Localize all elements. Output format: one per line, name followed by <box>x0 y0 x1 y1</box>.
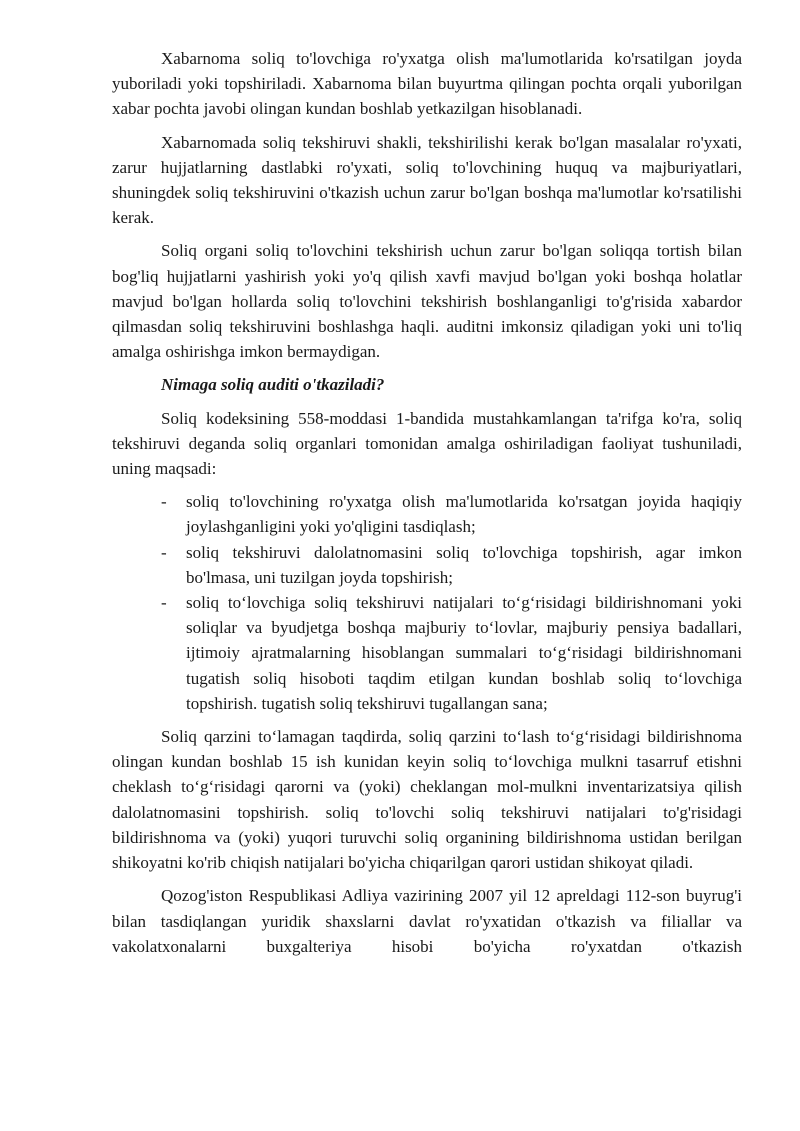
paragraph-notice-delivery: Xabarnoma soliq to'lovchiga ro'yxatga olish ma'lumotlarida ko'rsatilgan joyda yuboriladi yoki topshiriladi. Xabarnoma bilan buyurtma qilingan pochta orqali yuborilgan xabar pochta javobi olingan kundan boshlab yetkazilgan hisoblanadi. <box>112 49 742 119</box>
section-heading: Nimaga soliq auditi o'tkaziladi? <box>161 375 385 395</box>
list-item <box>112 590 742 716</box>
list-dash: - <box>161 542 167 562</box>
list-item-text: soliq to‘lovchiga soliq tekshiruvi natijalari to‘g‘risidagi bildirishnomani yoki soliqlar va byudjetga boshqa majburiy to‘lovlar, majburiy pensiya badallari, ijtimoiy ajratmalarning hisoblangan summalari to‘g‘risidagi bildirishnomani tugatish soliq hisoboti taqdim etilgan kundan boshlab soliq to‘lovchiga topshirish. tugatish soliq tekshiruvi tugallangan sana; <box>186 593 742 713</box>
list-dash: - <box>161 593 167 613</box>
list-item <box>112 489 742 539</box>
list-item-text: soliq tekshiruvi dalolatnomasini soliq to'lovchiga topshirish, agar imkon bo'lmasa, uni tuzilgan joyda topshirish; <box>186 542 742 587</box>
paragraph-notice-contents: Xabarnomada soliq tekshiruvi shakli, tekshirilishi kerak bo'lgan masalalar ro'yxati, zarur hujjatlarning dastlabki ro'yxati, soliq to'lovchining huquq va majburiyatlari, shuningdek soliq tekshiruvini o'tkazish uchun zarur bo'lgan boshqa ma'lumotlar ko'rsatilishi kerak. <box>112 132 742 228</box>
list-item <box>112 540 742 590</box>
list-item-text: soliq to'lovchining ro'yxatga olish ma'lumotlarida ko'rsatgan joyida haqiqiy joylashganligini yoki yo'qligini tasdiqlash; <box>186 492 742 537</box>
purpose-list <box>112 489 742 716</box>
paragraph-audit-definition: Soliq kodeksining 558-moddasi 1-bandida mustahkamlangan ta'rifga ko'ra, soliq tekshiruvi deganda soliq organlari tomonidan amalga oshiriladigan faoliyat tushuniladi, uning maqsadi: <box>112 408 742 479</box>
paragraph-ministry-order: Qozog'iston Respublikasi Adliya vazirining 2007 yil 12 apreldagi 112-son buyrug'i bilan tasdiqlangan yuridik shaxslarni davlat ro'yxatidan o'tkazish va filiallar va vakolatxonalarni buxgalteriya hisobi bo'yicha ro'yxatdan o'tkazish <box>112 886 742 956</box>
paragraph-audit-without-notice: Soliq organi soliq to'lovchini tekshirish uchun zarur bo'lgan soliqqa tortish bilan bog'liq hujjatlarni yashirish yoki yo'q qilish xavfi mavjud bo'lgan yoki boshqa holatlar mavjud bo'lgan hollarda soliq to'lovchini tekshirish boshlanganligi to'g'risida xabardor qilmasdan soliq tekshiruvini boshlashga haqli. auditni imkonsiz qiladigan yoki uni to'liq amalga oshirishga imkon bermaydigan. <box>112 241 742 362</box>
document-page <box>112 46 742 967</box>
paragraph-tax-debt: Soliq qarzini to‘lamagan taqdirda, soliq qarzini to‘lash to‘g‘risidagi bildirishnoma olingan kundan boshlab 15 ish kunidan keyin soliq to‘lovchiga mulkni tasarruf etishni cheklash to‘g‘risidagi qarorni va (yoki) cheklangan mol-mulkni inventarizatsiya qilish dalolatnomasini topshirish. soliq to'lovchi soliq tekshiruvi natijalari to'g'risidagi bildirishnoma va (yoki) yuqori turuvchi soliq organining bildirishnoma ustidan berilgan shikoyatni ko'rib chiqish natijalari bo'yicha chiqarilgan qarori ustidan shikoyat qiladi. <box>112 727 742 873</box>
list-dash: - <box>161 492 167 512</box>
